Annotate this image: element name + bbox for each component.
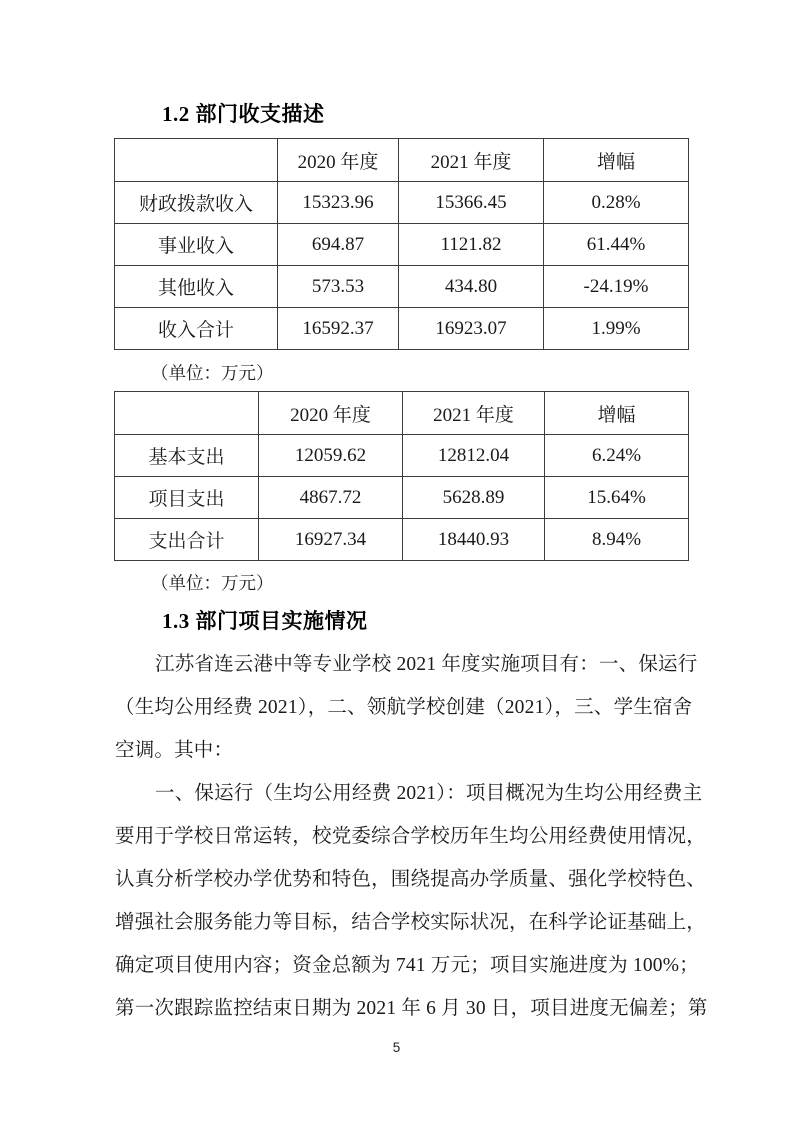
- growth-cell: -24.19%: [544, 266, 689, 308]
- income-header-2020-cell: 2020 年度: [278, 139, 399, 182]
- row-label-cell: 收入合计: [115, 308, 278, 350]
- value-2020-cell: 694.87: [278, 224, 399, 266]
- expense-header-2020-cell: 2020 年度: [259, 392, 403, 435]
- value-2021-cell: 15366.45: [399, 182, 544, 224]
- income-header-growth-cell: 增幅: [544, 139, 689, 182]
- value-2021-cell: 16923.07: [399, 308, 544, 350]
- row-label-cell: 支出合计: [115, 519, 259, 561]
- income-header-2021-cell: 2021 年度: [399, 139, 544, 182]
- value-2021-cell: 18440.93: [403, 519, 545, 561]
- expense-header-blank-cell: [115, 392, 259, 435]
- table-row: [115, 308, 689, 350]
- value-2021-cell: 1121.82: [399, 224, 544, 266]
- growth-cell: 61.44%: [544, 224, 689, 266]
- section-heading-projects: 1.3 部门项目实施情况: [162, 609, 368, 633]
- paragraph-line: 认真分析学校办学优势和特色，围绕提高办学质量、强化学校特色、: [115, 869, 707, 890]
- value-2020-cell: 4867.72: [259, 477, 403, 519]
- value-2020-cell: 16927.34: [259, 519, 403, 561]
- section-heading-income-expense: 1.2 部门收支描述: [162, 102, 325, 126]
- growth-cell: 0.28%: [544, 182, 689, 224]
- table-row: [115, 477, 689, 519]
- table-row: [115, 266, 689, 308]
- table-row: [115, 519, 689, 561]
- row-label-cell: 项目支出: [115, 477, 259, 519]
- paragraph-line: 要用于学校日常运转，校党委综合学校历年生均公用经费使用情况，: [115, 826, 707, 847]
- expense-header-2021-cell: 2021 年度: [403, 392, 545, 435]
- row-label-cell: 基本支出: [115, 435, 259, 477]
- projects-body-text: [115, 643, 708, 1030]
- row-label-cell: 其他收入: [115, 266, 278, 308]
- page-number: 5: [392, 1040, 401, 1055]
- expense-header-growth-cell: 增幅: [545, 392, 689, 435]
- table-row: [115, 435, 689, 477]
- value-2020-cell: 573.53: [278, 266, 399, 308]
- value-2021-cell: 5628.89: [403, 477, 545, 519]
- income-header-blank-cell: [115, 139, 278, 182]
- value-2020-cell: 15323.96: [278, 182, 399, 224]
- income-table-header-row: [115, 139, 689, 182]
- paragraph-line: 空调。其中：: [115, 740, 234, 761]
- row-label-cell: 事业收入: [115, 224, 278, 266]
- value-2020-cell: 16592.37: [278, 308, 399, 350]
- value-2021-cell: 12812.04: [403, 435, 545, 477]
- expense-table: [114, 391, 689, 561]
- paragraph-line: 确定项目使用内容；资金总额为 741 万元；项目实施进度为 100%；: [115, 955, 699, 976]
- paragraph-line: 江苏省连云港中等专业学校 2021 年度实施项目有：一、保运行: [155, 654, 698, 675]
- expense-table-unit-note: （单位：万元）: [151, 573, 274, 593]
- growth-cell: 8.94%: [545, 519, 689, 561]
- paragraph-line: （生均公用经费 2021），二、领航学校创建（2021），三、学生宿舍: [115, 697, 693, 718]
- paragraph-line: 增强社会服务能力等目标，结合学校实际状况，在科学论证基础上，: [115, 912, 707, 933]
- growth-cell: 6.24%: [545, 435, 689, 477]
- table-row: [115, 182, 689, 224]
- income-table: [114, 138, 689, 350]
- value-2020-cell: 12059.62: [259, 435, 403, 477]
- value-2021-cell: 434.80: [399, 266, 544, 308]
- paragraph-line: 第一次跟踪监控结束日期为 2021 年 6 月 30 日，项目进度无偏差；第: [115, 998, 708, 1019]
- growth-cell: 15.64%: [545, 477, 689, 519]
- table-row: [115, 224, 689, 266]
- income-table-unit-note: （单位：万元）: [151, 363, 274, 383]
- row-label-cell: 财政拨款收入: [115, 182, 278, 224]
- expense-table-header-row: [115, 392, 689, 435]
- paragraph-line: 一、保运行（生均公用经费 2021）：项目概况为生均公用经费主: [155, 783, 703, 804]
- growth-cell: 1.99%: [544, 308, 689, 350]
